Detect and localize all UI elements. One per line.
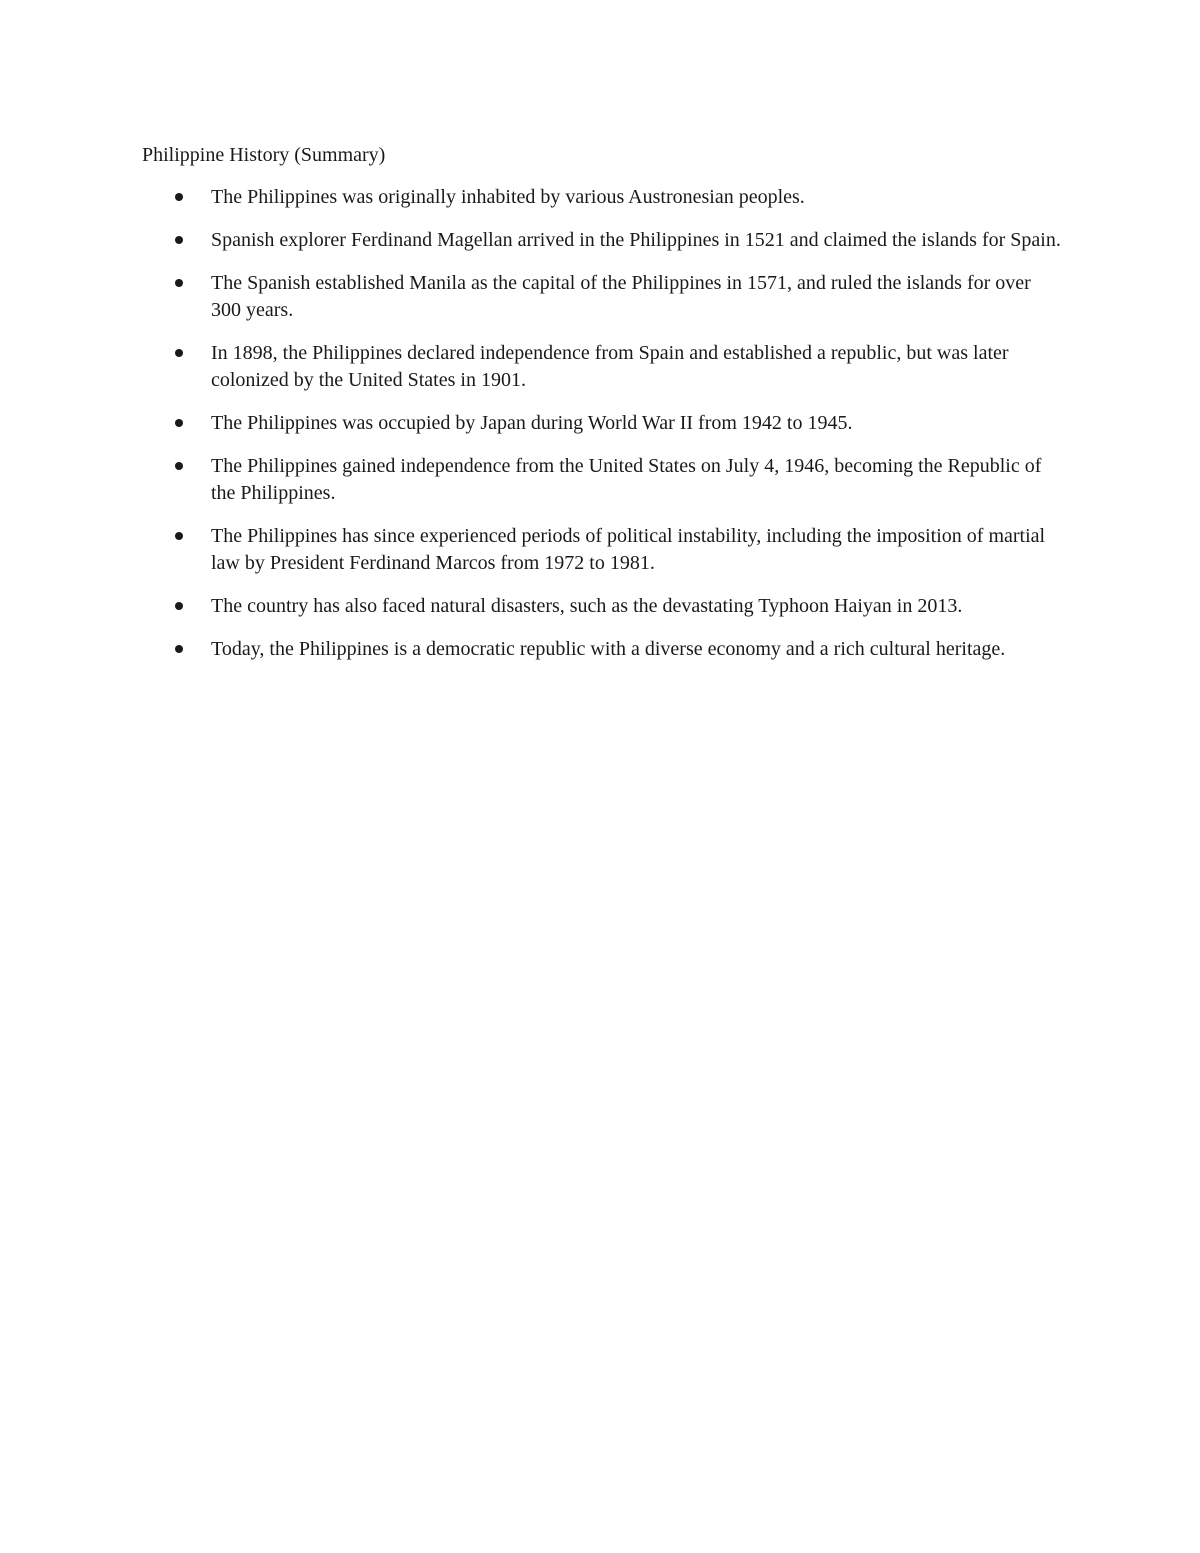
bullet-icon (175, 645, 183, 653)
list-item-text: The Philippines was occupied by Japan during World War II from 1942 to 1945. (211, 412, 853, 434)
bullet-icon (175, 193, 183, 201)
list-item (0, 227, 1061, 254)
list-item (0, 340, 1061, 394)
list-item (0, 410, 1061, 437)
bullet-list (0, 184, 1200, 679)
list-item-text: The Philippines gained independence from the United States on July 4, 1946, becoming the Republic of the Philippines. (211, 455, 1042, 504)
list-item (0, 636, 1061, 663)
list-item (0, 184, 1061, 211)
list-item (0, 453, 1061, 507)
list-item (0, 270, 1061, 324)
bullet-icon (175, 602, 183, 610)
list-item-text: Today, the Philippines is a democratic republic with a diverse economy and a rich cultural heritage. (211, 638, 1006, 660)
bullet-icon (175, 349, 183, 357)
list-item-text: In 1898, the Philippines declared independence from Spain and established a republic, but was later colonized by the United States in 1901. (211, 342, 1009, 391)
bullet-icon (175, 236, 183, 244)
bullet-icon (175, 532, 183, 540)
bullet-icon (175, 279, 183, 287)
list-item-text: The Philippines has since experienced periods of political instability, including the imposition of martial law by President Ferdinand Marcos from 1972 to 1981. (211, 525, 1046, 574)
list-item-text: Spanish explorer Ferdinand Magellan arrived in the Philippines in 1521 and claimed the islands for Spain. (211, 229, 1061, 251)
bullet-icon (175, 462, 183, 470)
list-item (0, 523, 1061, 577)
bullet-icon (175, 419, 183, 427)
list-item-text: The Philippines was originally inhabited by various Austronesian peoples. (211, 186, 805, 208)
list-item-text: The country has also faced natural disasters, such as the devastating Typhoon Haiyan in 2013. (211, 595, 963, 617)
list-item-text: The Spanish established Manila as the capital of the Philippines in 1571, and ruled the islands for over 300 years. (211, 272, 1031, 321)
document-title: Philippine History (Summary) (142, 144, 386, 166)
list-item (0, 593, 1061, 620)
